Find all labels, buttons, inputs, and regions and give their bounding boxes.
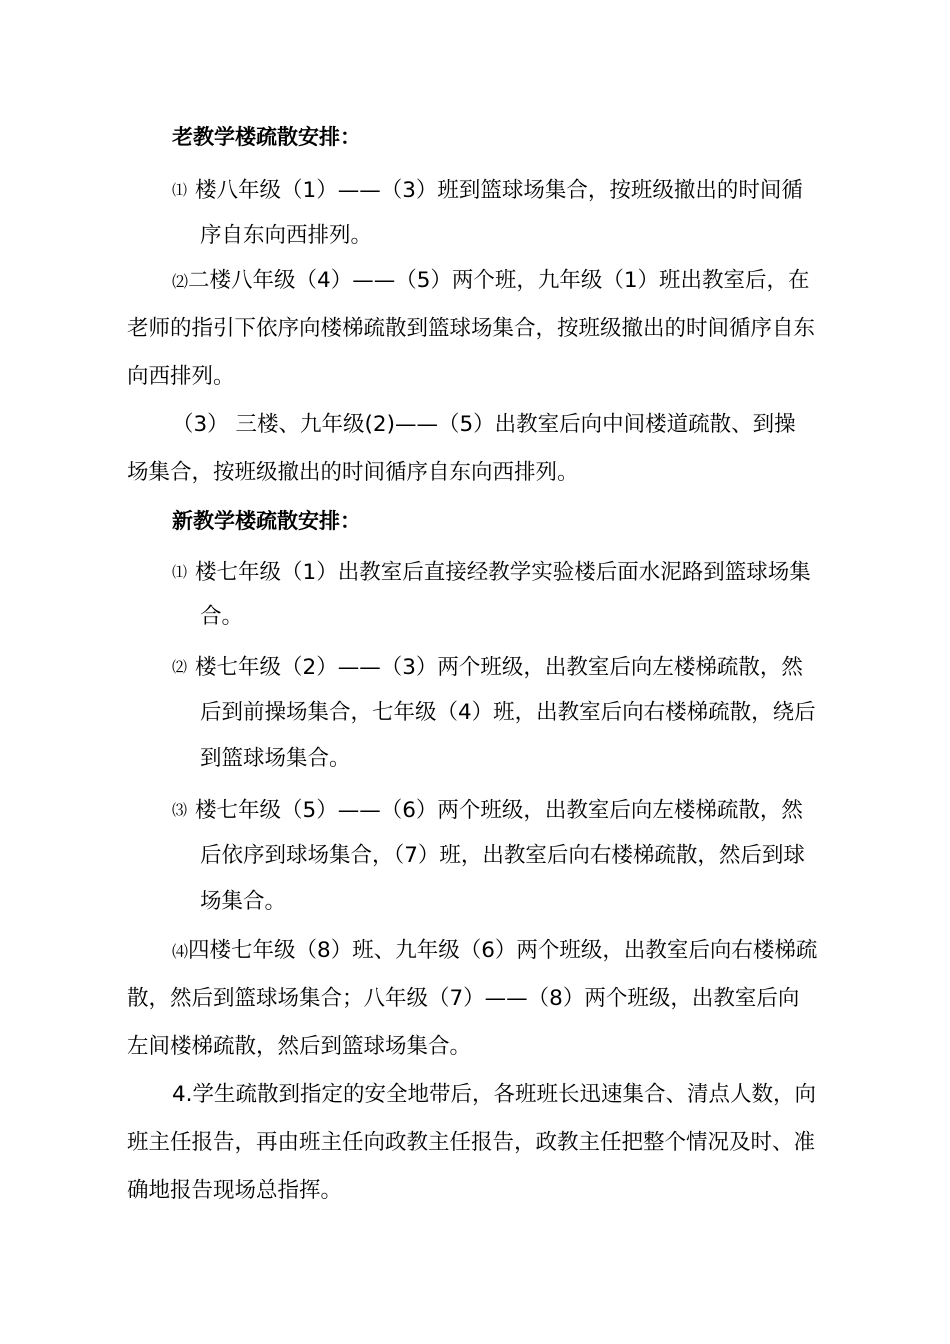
new-item4-text-1: 四楼七年级（8）班、九年级（6）两个班级，出教室后向右楼梯疏 xyxy=(188,938,818,963)
old-item1-line2: 序自东向西排列。 xyxy=(200,223,373,248)
new-item3-line2: 后依序到球场集合，（7）班，出教室后向右楼梯疏散，然后到球 xyxy=(200,843,805,868)
new-item4-line3: 左间楼梯疏散，然后到篮球场集合。 xyxy=(127,1034,472,1059)
new-item1-text-1: 楼七年级（1）出教室后直接经教学实验楼后面水泥路到篮球场集 xyxy=(195,560,811,585)
old-item1-marker: ⑴ xyxy=(172,181,188,199)
old-item2-line1 xyxy=(172,266,810,297)
old-item3-line1: （3） 三楼、九年级(2)——（5）出教室后向中间楼道疏散、到操 xyxy=(172,412,796,437)
step4-line1: 4.学生疏散到指定的安全地带后，各班班长迅速集合、清点人数，向 xyxy=(172,1082,817,1107)
new-item2-marker: ⑵ xyxy=(172,658,188,676)
new-item2-line1 xyxy=(172,653,803,684)
old-item2-marker: ⑵ xyxy=(172,272,189,291)
old-item2-line3: 向西排列。 xyxy=(127,364,235,389)
old-item2-line2: 老师的指引下依序向楼梯疏散到篮球场集合，按班级撤出的时间循序自东 xyxy=(127,316,816,341)
new-item4-line2: 散，然后到篮球场集合；八年级（7）——（8）两个班级，出教室后向 xyxy=(127,986,800,1011)
old-item1-line1 xyxy=(172,176,803,207)
step4-line2: 班主任报告，再由班主任向政教主任报告，政教主任把整个情况及时、准 xyxy=(127,1130,816,1155)
new-item1-line1 xyxy=(172,558,811,589)
new-item4-marker: ⑷ xyxy=(172,942,189,961)
new-item4-line1 xyxy=(172,936,817,967)
new-item3-text-1: 楼七年级（5）——（6）两个班级，出教室后向左楼梯疏散，然 xyxy=(195,798,803,823)
old-item3-line2: 场集合，按班级撤出的时间循序自东向西排列。 xyxy=(127,460,579,485)
old-item2-text-1: 二楼八年级（4）——（5）两个班，九年级（1）班出教室后，在 xyxy=(188,268,810,293)
new-item3-marker: ⑶ xyxy=(172,801,188,819)
old-item1-text-1: 楼八年级（1）——（3）班到篮球场集合，按班级撤出的时间循 xyxy=(195,178,803,203)
new-item2-text-1: 楼七年级（2）——（3）两个班级，出教室后向左楼梯疏散，然 xyxy=(195,655,803,680)
new-item1-marker: ⑴ xyxy=(172,563,188,581)
new-item2-line2: 后到前操场集合，七年级（4）班，出教室后向右楼梯疏散，绕后 xyxy=(200,700,816,725)
new-building-heading: 新教学楼疏散安排： xyxy=(172,509,361,533)
new-item2-line3: 到篮球场集合。 xyxy=(200,746,351,771)
new-item3-line1 xyxy=(172,796,803,827)
new-item3-line3: 场集合。 xyxy=(200,889,287,914)
new-item1-line2: 合。 xyxy=(200,604,244,629)
old-building-heading: 老教学楼疏散安排： xyxy=(172,125,361,149)
step4-line3: 确地报告现场总指挥。 xyxy=(127,1178,343,1203)
